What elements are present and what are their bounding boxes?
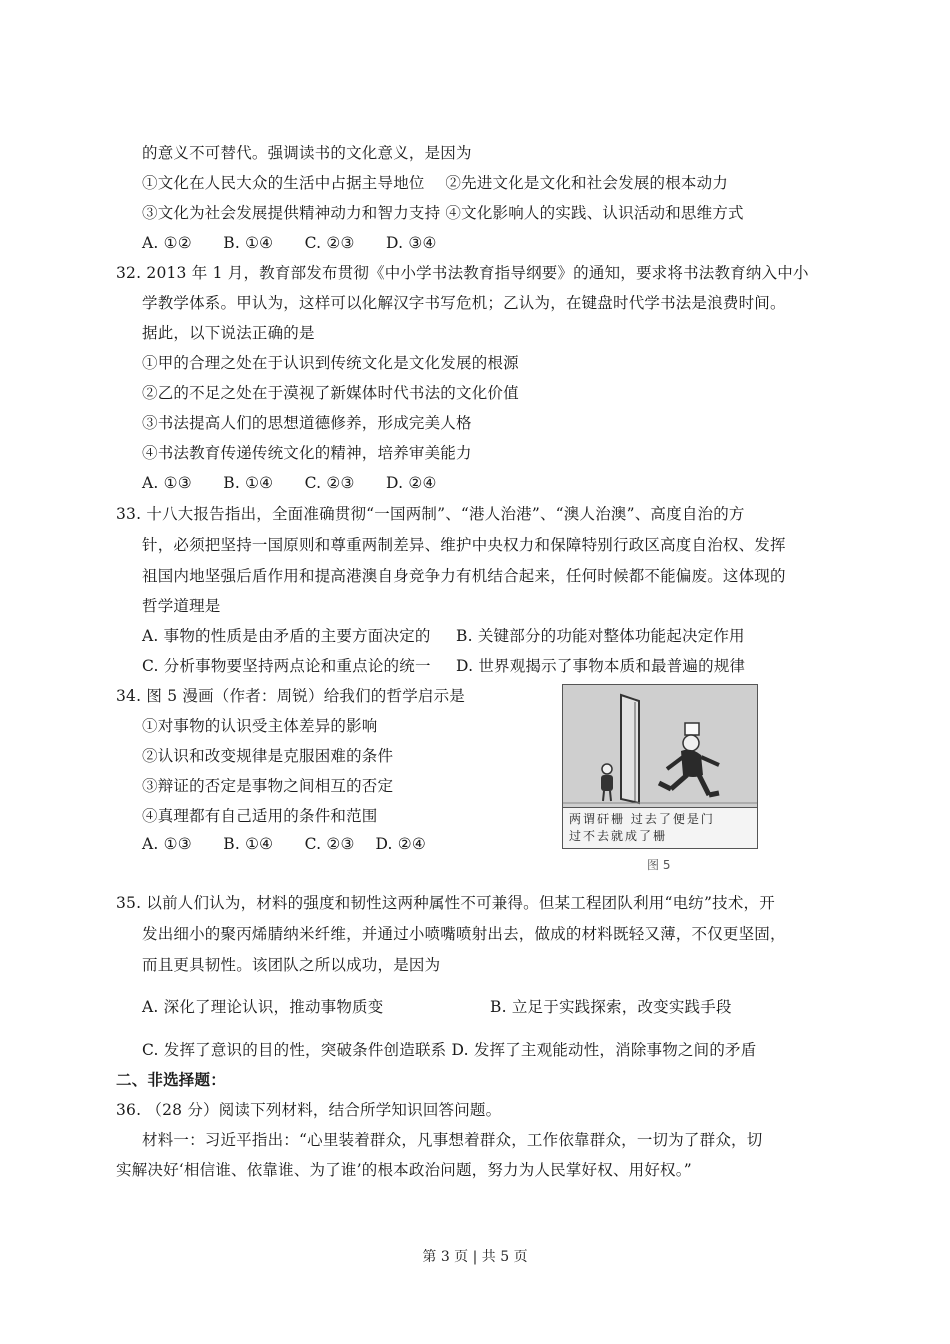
q33-option-d: D. 世界观揭示了事物本质和最普遍的规律 xyxy=(456,657,746,675)
q34-option-3: ③辩证的否定是事物之间相互的否定 xyxy=(142,777,394,795)
q32-option-4: ④书法教育传递传统文化的精神，培养审美能力 xyxy=(142,444,472,462)
figure-5-label: 图 5 xyxy=(647,858,671,872)
q36-material-1-line-2: 实解决好‘相信谁、依靠谁、为了谁’的根本政治问题，努力为人民掌好权、用好权。” xyxy=(116,1161,692,1179)
q32-stem-line-1: 32. 2013 年 1 月，教育部发布贯彻《中小学书法教育指导纲要》的通知，要求将书法教育纳入中小 xyxy=(116,264,809,282)
q32-stem-line-3: 据此，以下说法正确的是 xyxy=(142,324,315,342)
q35-stem-line-3: 而且更具韧性。该团队之所以成功，是因为 xyxy=(142,956,441,974)
q36-stem: 36. （28 分）阅读下列材料，结合所学知识回答问题。 xyxy=(116,1101,502,1119)
page-footer: 第 3 页 | 共 5 页 xyxy=(422,1249,528,1265)
q35-stem-line-2: 发出细小的聚丙烯腈纳米纤维，并通过小喷嘴喷射出去，做成的材料既轻又薄，不仅更坚固， xyxy=(142,925,786,943)
cartoon-illustration xyxy=(563,685,757,808)
q33-stem-line-3: 祖国内地坚强后盾作用和提高港澳自身竞争力有机结合起来，任何时候都不能偏废。这体现的 xyxy=(142,567,786,585)
q35-options-c-d: C. 发挥了意识的目的性，突破条件创造联系 D. 发挥了主观能动性，消除事物之间的矛盾 xyxy=(142,1041,757,1059)
q34-option-1: ①对事物的认识受主体差异的影响 xyxy=(142,717,378,735)
cartoon-figure-5 xyxy=(562,684,758,849)
q31-answer-choices: A. ①② B. ①④ C. ②③ D. ③④ xyxy=(142,234,437,252)
cartoon-caption-line-2: 过不去就成了栅 xyxy=(569,829,668,843)
q32-option-2: ②乙的不足之处在于漠视了新媒体时代书法的文化价值 xyxy=(142,384,519,402)
q31-options-1-2: ①文化在人民大众的生活中占据主导地位 ②先进文化是文化和社会发展的根本动力 xyxy=(142,174,729,192)
q33-option-b: B. 关键部分的功能对整体功能起决定作用 xyxy=(456,627,745,645)
q36-material-1-line-1: 材料一：习近平指出：“心里装着群众，凡事想着群众，工作依靠群众，一切为了群众，切 xyxy=(142,1131,763,1149)
q35-option-a: A. 深化了理论认识，推动事物质变 xyxy=(142,998,384,1016)
q35-option-b: B. 立足于实践探索，改变实践手段 xyxy=(490,998,732,1016)
q32-stem-line-2: 学教学体系。甲认为，这样可以化解汉字书写危机；乙认为，在键盘时代学书法是浪费时间。 xyxy=(142,294,786,312)
q33-stem-line-4: 哲学道理是 xyxy=(142,597,221,615)
q33-stem-line-1: 33. 十八大报告指出，全面准确贯彻“一国两制”、“港人治港”、“澳人治澳”、高度自治的方 xyxy=(116,505,745,523)
section-2-heading: 二、非选择题： xyxy=(116,1070,226,1089)
q33-option-c: C. 分析事物要坚持两点论和重点论的统一 xyxy=(142,657,431,675)
q34-option-2: ②认识和改变规律是克服困难的条件 xyxy=(142,747,394,765)
cartoon-caption-box xyxy=(563,807,757,848)
q35-stem-line-1: 35. 以前人们认为，材料的强度和韧性这两种属性不可兼得。但某工程团队利用“电纺”技术，开 xyxy=(116,894,775,912)
q34-option-4: ④真理都有自己适用的条件和范围 xyxy=(142,807,378,825)
q34-answer-choices: A. ①③ B. ①④ C. ②③ D. ②④ xyxy=(142,835,426,853)
q32-option-3: ③书法提高人们的思想道德修养，形成完美人格 xyxy=(142,414,472,432)
q31-stem-continued: 的意义不可替代。强调读书的文化意义，是因为 xyxy=(142,144,472,162)
q32-option-1: ①甲的合理之处在于认识到传统文化是文化发展的根源 xyxy=(142,354,519,372)
q31-options-3-4: ③文化为社会发展提供精神动力和智力支持 ④文化影响人的实践、认识活动和思维方式 xyxy=(142,204,744,222)
cartoon-caption-line-1: 两谓矸栅 过去了便是门 xyxy=(569,812,715,826)
q34-stem: 34. 图 5 漫画（作者：周锐）给我们的哲学启示是 xyxy=(116,687,465,705)
q33-stem-line-2: 针，必须把坚持一国原则和尊重两制差异、维护中央权力和保障特别行政区高度自治权、发挥 xyxy=(142,536,786,554)
q32-answer-choices: A. ①③ B. ①④ C. ②③ D. ②④ xyxy=(142,474,437,492)
q33-option-a: A. 事物的性质是由矛盾的主要方面决定的 xyxy=(142,627,431,645)
